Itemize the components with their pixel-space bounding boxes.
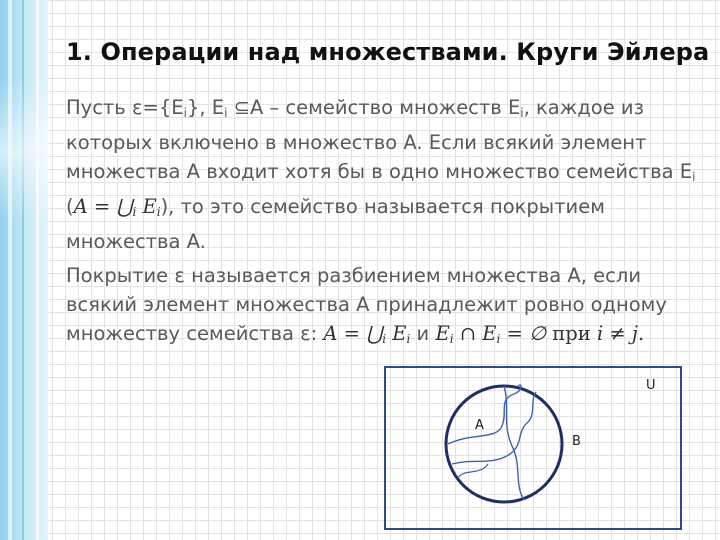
text-run: и: [410, 322, 436, 345]
subscript: i: [132, 205, 137, 219]
universe-rectangle: [385, 367, 681, 529]
subscript: i: [156, 205, 161, 219]
math-run: E: [136, 195, 157, 218]
euler-diagram-svg: [384, 366, 684, 532]
set-a-circle: [446, 386, 562, 502]
text-run: , каждое из которых включено в множество A. Если всякий элемент множества A входит хотя бы в одно множество семейства E: [66, 96, 693, 183]
text-run: Покрытие ε называется разбиением множества A, если всякий элемент множества A принадлежит ровно одному множеству семейства ε:: [66, 264, 667, 345]
partition-curve: [448, 385, 521, 444]
subscript: i: [183, 106, 187, 120]
set-a-label: A: [475, 418, 484, 433]
left-decor-bar: [0, 0, 48, 540]
text-run: ⊆A – семейство множеств E: [227, 96, 521, 119]
decor-shine: [0, 80, 48, 220]
universe-label: U: [646, 378, 656, 393]
text-run: (: [66, 195, 74, 218]
subscript: i: [496, 332, 501, 346]
text-run: Пусть ε={E: [66, 96, 184, 119]
math-run: E: [386, 322, 407, 345]
set-b-label: B: [572, 434, 581, 449]
slide-body: [66, 93, 696, 359]
paragraph-partition-definition: [66, 261, 696, 354]
math-run: A = ⋃: [323, 322, 383, 345]
subscript: i: [406, 332, 411, 346]
math-run: = ∅: [500, 322, 553, 345]
math-word: при: [552, 322, 591, 345]
math-run: A = ⋃: [73, 195, 133, 218]
formula-union: [74, 195, 161, 218]
partition-curve: [504, 386, 524, 500]
slide-title: 1. Операции над множествами. Круги Эйлера: [66, 38, 710, 66]
subscript: i: [449, 332, 454, 346]
formula-union: [323, 322, 410, 345]
formula-intersection: [435, 322, 644, 345]
paragraph-cover-definition: [66, 93, 696, 256]
text-run: }, E: [186, 96, 225, 119]
partition-curve: [458, 464, 488, 478]
euler-diagram: [384, 366, 684, 532]
math-run: E: [435, 322, 450, 345]
subscript: i: [224, 106, 228, 120]
math-run: i ≠ j.: [590, 322, 645, 345]
math-run: ∩ E: [453, 322, 497, 345]
subscript: i: [520, 106, 524, 120]
subscript: i: [692, 170, 696, 184]
text-run: ), то это семейство называется покрытием множества A.: [66, 195, 605, 253]
subscript: i: [382, 332, 387, 346]
